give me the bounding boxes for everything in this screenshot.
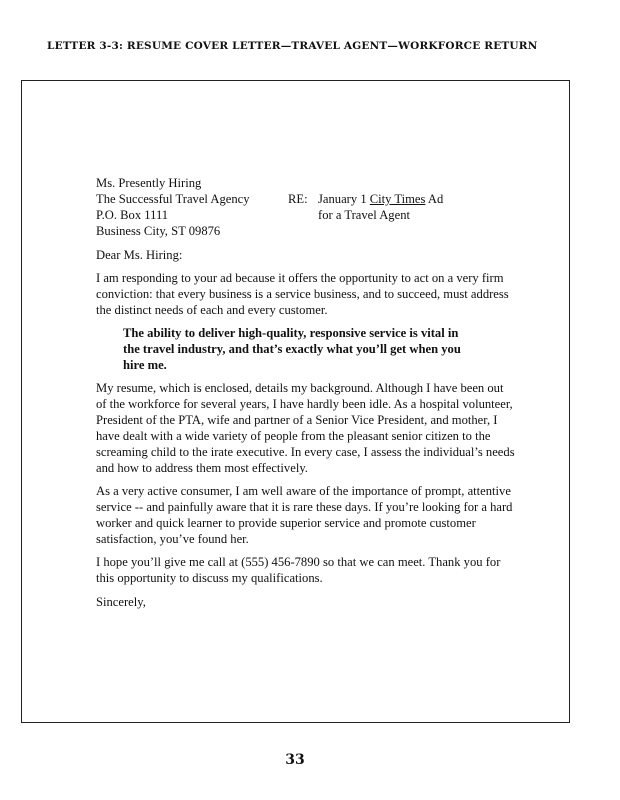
- re-line-1: [288, 191, 443, 207]
- re-label: RE:: [288, 192, 308, 206]
- emphasis-statement: The ability to deliver high-quality, responsive service is vital in the travel industry, and that’s exactly what you’ll get when you hire me.: [123, 326, 461, 372]
- re-text-after: Ad: [425, 192, 444, 206]
- paragraph-1: I am responding to your ad because it offers the opportunity to act on a very firm conviction: that every business is a service business, and to succeed, must address the distinct needs of each and every customer.: [96, 271, 509, 317]
- letter-body: [96, 175, 516, 610]
- page-header: LETTER 3-3: RESUME COVER LETTER—TRAVEL AGENT—WORKFORCE RETURN: [47, 40, 538, 52]
- re-text-before: January 1: [318, 192, 370, 206]
- page-number: 33: [285, 752, 305, 768]
- re-newspaper-name: City Times: [369, 192, 426, 206]
- address-block: [96, 175, 516, 239]
- closing: Sincerely,: [96, 595, 146, 609]
- re-block: [288, 191, 443, 223]
- recipient-name: Ms. Presently Hiring: [96, 176, 202, 190]
- paragraph-2: My resume, which is enclosed, details my background. Although I have been out of the workforce for several years, I have hardly been idle. As a hospital volunteer, President of the PTA, wife and partner of a Senior Vice President, and mother, I have dealt with a wide variety of people from the pleasant senior citizen to the screaming child to the irate executive. In every case, I assess the individual’s needs and how to address them most effectively.: [96, 381, 515, 475]
- paragraph-4: I hope you’ll give me call at (555) 456-7890 so that we can meet. Thank you for this opportunity to discuss my qualifications.: [96, 555, 501, 585]
- recipient-city-state-zip: Business City, ST 09876: [96, 224, 221, 238]
- paragraph-3: As a very active consumer, I am well aware of the importance of prompt, attentive service -- and painfully aware that it is rare these days. If you’re looking for a hard worker and quick learner to provide superior service and promote customer satisfaction, you’ve found her.: [96, 484, 513, 546]
- recipient-company: The Successful Travel Agency: [96, 192, 250, 206]
- recipient-po-box: P.O. Box 1111: [96, 208, 169, 222]
- salutation: Dear Ms. Hiring:: [96, 248, 183, 262]
- re-line-2: for a Travel Agent: [318, 208, 410, 222]
